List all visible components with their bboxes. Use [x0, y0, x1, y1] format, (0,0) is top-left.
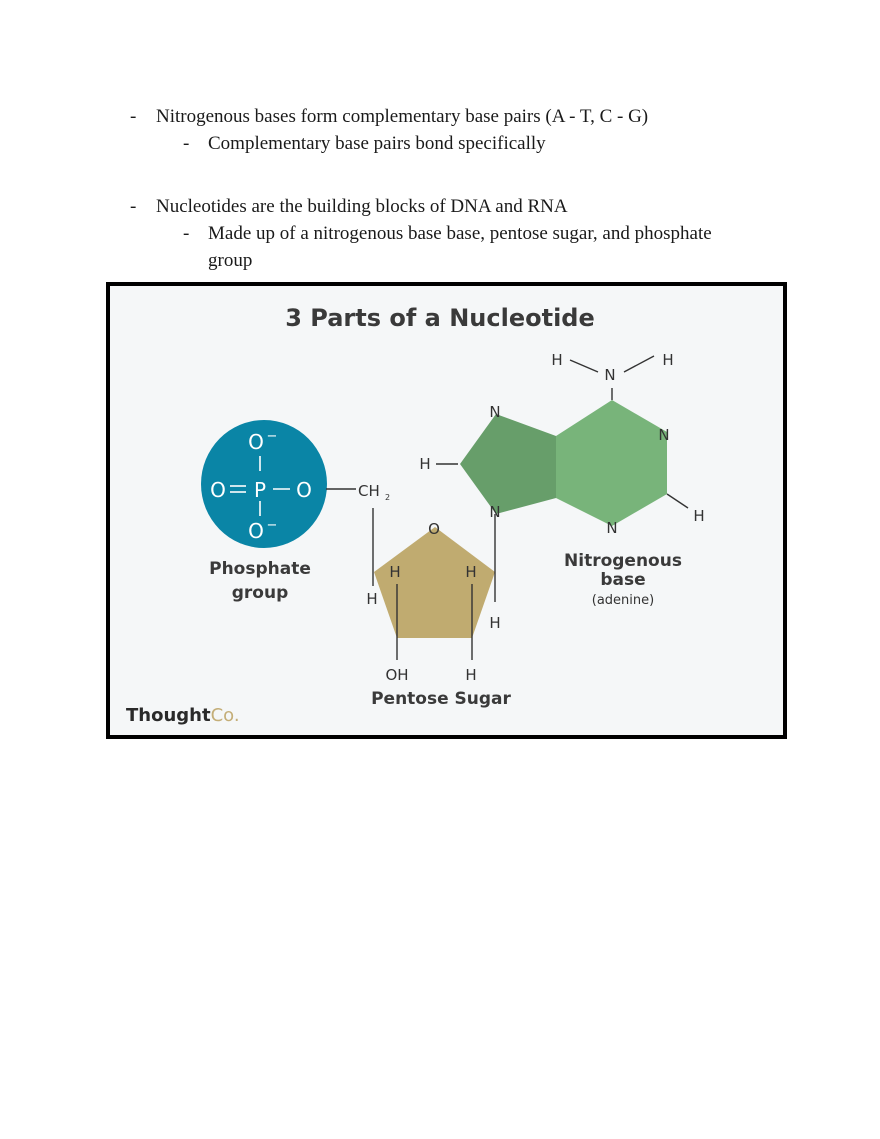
sugar-h-c2-bottom: H	[465, 666, 477, 684]
sugar-h-c4: H	[366, 590, 378, 608]
amine-h-left: H	[551, 351, 563, 369]
bullet-marker: -	[183, 133, 190, 154]
bullet-item-level1	[0, 193, 880, 220]
phosphate-label-line2: group	[231, 583, 289, 603]
base-n3: N	[606, 519, 618, 537]
phosphate-atom-o-left: O	[210, 478, 226, 502]
bullet-text-continued: group	[208, 250, 253, 271]
base-n1: N	[658, 426, 670, 444]
bullet-marker: -	[130, 106, 137, 127]
phosphate-atom-o-top: O	[248, 430, 264, 454]
logo-part-thought: Thought	[126, 705, 211, 726]
phosphate-atom-o-right: O	[296, 478, 312, 502]
amine-h-right: H	[662, 351, 674, 369]
nucleotide-diagram-svg	[110, 286, 783, 735]
thoughtco-logo	[126, 705, 240, 726]
sugar-ring-oxygen: O	[428, 520, 440, 538]
base-n7: N	[489, 403, 501, 421]
bullet-text: Nitrogenous bases form complementary base pairs (A - T, C - G)	[156, 106, 649, 127]
bullet-item-level2	[0, 220, 880, 274]
sugar-label: Pentose Sugar	[371, 689, 511, 709]
base-n9: N	[489, 503, 501, 521]
figure-title: 3 Parts of a Nucleotide	[285, 304, 595, 332]
bullet-text: Made up of a nitrogenous base base, pentose sugar, and phosphate	[208, 223, 712, 244]
base-h-right: H	[693, 507, 705, 525]
phosphate-atom-o-bottom: O	[248, 519, 264, 543]
amine-n: N	[604, 366, 616, 384]
logo-part-co: Co.	[210, 705, 240, 726]
phosphate-atom-p: P	[253, 478, 267, 502]
sugar-h-c1: H	[489, 614, 501, 632]
bullet-marker: -	[130, 196, 137, 217]
phosphate-label-line1: Phosphate	[209, 559, 311, 579]
pentose-sugar-ring	[374, 527, 495, 638]
sugar-h-c2: H	[465, 563, 477, 581]
bullet-item-level1	[0, 103, 880, 130]
sugar-h-c3: H	[389, 563, 401, 581]
adenine-imidazole-ring	[460, 414, 556, 514]
base-label-line1: Nitrogenous	[564, 551, 682, 571]
nucleotide-diagram	[106, 282, 787, 739]
sugar-oh: OH	[385, 666, 409, 684]
base-label-adenine: (adenine)	[591, 593, 655, 608]
bullet-item-level2	[0, 130, 880, 157]
adenine-pyrimidine-ring	[556, 400, 670, 526]
bullet-marker: -	[183, 223, 190, 244]
base-h-left: H	[419, 455, 431, 473]
bullet-text: Complementary base pairs bond specifically	[208, 133, 546, 154]
ch2-label: CH	[358, 482, 380, 500]
ch2-subscript: 2	[385, 493, 391, 502]
bullet-text: Nucleotides are the building blocks of DNA and RNA	[156, 196, 568, 217]
phosphate-charge-bottom: −	[266, 518, 278, 533]
phosphate-charge-top: −	[266, 429, 278, 444]
base-label-line2: base	[600, 570, 646, 590]
